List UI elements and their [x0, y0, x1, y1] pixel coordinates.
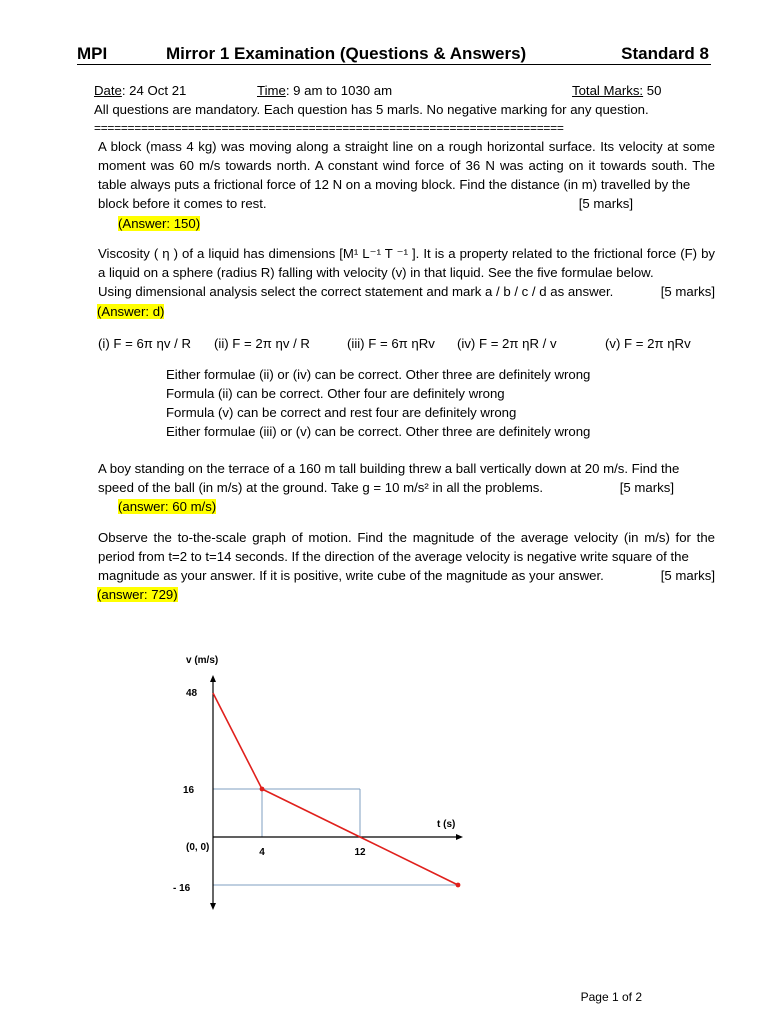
data-point: [260, 787, 265, 792]
question-2-last-line: Using dimensional analysis select the correct statement and mark a / b / c / d as answer.: [98, 284, 614, 299]
data-point: [456, 883, 461, 888]
instructions: All questions are mandatory. Each question has 5 marls. No negative marking for any question.: [94, 102, 649, 117]
question-3-text: A boy standing on the terrace of a 160 m tall building threw a ball vertically down at 20 m/s. Find the: [98, 461, 680, 476]
date-value: : 24 Oct 21: [121, 83, 187, 98]
y-axis-label: v (m/s): [186, 655, 219, 666]
question-1-text: A block (mass 4 kg) was moving along a straight line on a rough horizontal surface. Its velocity at some moment was 60 m/s towards north. A constant wind force of 36 N was acting on it towards south. The table always puts a frictional force of 12 N on a moving block. Find the distance (in m) travelled by the: [98, 139, 715, 192]
question-3-last-line: speed of the ball (in m/s) at the ground. Take g = 10 m/s² in all the problems.: [98, 480, 544, 495]
question-1-marks: [5 marks]: [578, 196, 633, 211]
header-standard: Standard 8: [621, 44, 709, 63]
formula-1: (i) F = 6π ηv / R: [98, 336, 192, 351]
formula-3: (iii) F = 6π ηRv: [347, 336, 435, 351]
total-marks-value: 50: [643, 83, 662, 98]
date-label: Date: [94, 83, 122, 98]
question-2-answer: (Answer: d): [97, 304, 165, 319]
separator-line: ======================================================================: [94, 121, 564, 135]
option-a: Either formulae (ii) or (iv) can be correct. Other three are definitely wrong: [166, 367, 591, 382]
graph-labels: [173, 655, 455, 894]
velocity-segment: [262, 789, 360, 837]
x-tick-label: 4: [259, 847, 265, 858]
question-1-answer: (Answer: 150): [118, 216, 201, 231]
question-1-last-line: block before it comes to rest.: [98, 196, 267, 211]
graph-axes: [210, 675, 463, 910]
y-tick-label: 16: [183, 785, 195, 796]
x-axis-label: t (s): [437, 819, 456, 830]
question-3-answer: (answer: 60 m/s): [118, 499, 217, 514]
page-title: Mirror 1 Examination (Questions & Answers): [166, 44, 527, 63]
option-c: Formula (v) can be correct and rest four are definitely wrong: [166, 405, 517, 420]
formula-5: (v) F = 2π ηRv: [605, 336, 691, 351]
formula-2: (ii) F = 2π ηv / R: [214, 336, 310, 351]
question-4-last-line: magnitude as your answer. If it is positive, write cube of the magnitude as your answer.: [98, 568, 604, 583]
x-tick-label: 12: [354, 847, 366, 858]
y-axis-arrow-up: [210, 675, 216, 682]
graph-series: [213, 693, 460, 887]
origin-label: (0, 0): [186, 842, 210, 853]
question-3-marks: [5 marks]: [619, 480, 674, 495]
total-marks-label: Total Marks:: [572, 83, 644, 98]
option-b: Formula (ii) can be correct. Other four are definitely wrong: [166, 386, 505, 401]
header-code: MPI: [77, 44, 108, 63]
y-tick-label: - 16: [173, 883, 191, 894]
question-4-answer: (answer: 729): [97, 587, 178, 602]
question-4-text: Observe the to-the-scale graph of motion. Find the magnitude of the average velocity (in m/s) for the period from t=2 to t=14 seconds. If the direction of the average velocity is negative write square of the: [98, 530, 715, 564]
page-number: Page 1 of 2: [580, 990, 642, 1004]
y-axis-arrow-down: [210, 903, 216, 910]
question-4-marks: [5 marks]: [660, 568, 715, 583]
question-2-marks: [5 marks]: [660, 284, 715, 299]
time-value: : 9 am to 1030 am: [285, 83, 393, 98]
velocity-segment: [360, 837, 458, 885]
y-tick-label: 48: [186, 688, 198, 699]
question-2-text: Viscosity ( η ) of a liquid has dimensions [M¹ L⁻¹ T ⁻¹ ]. It is a property related to the frictional force (F) by a liquid on a sphere (radius R) falling with velocity (v) in that liquid. See the five formulae below.: [98, 246, 715, 280]
x-axis-arrow: [456, 834, 463, 840]
option-d: Either formulae (iii) or (v) can be correct. Other three are definitely wrong: [166, 424, 591, 439]
velocity-segment: [213, 693, 262, 789]
formula-4: (iv) F = 2π ηR / v: [457, 336, 557, 351]
time-label: Time: [257, 83, 286, 98]
